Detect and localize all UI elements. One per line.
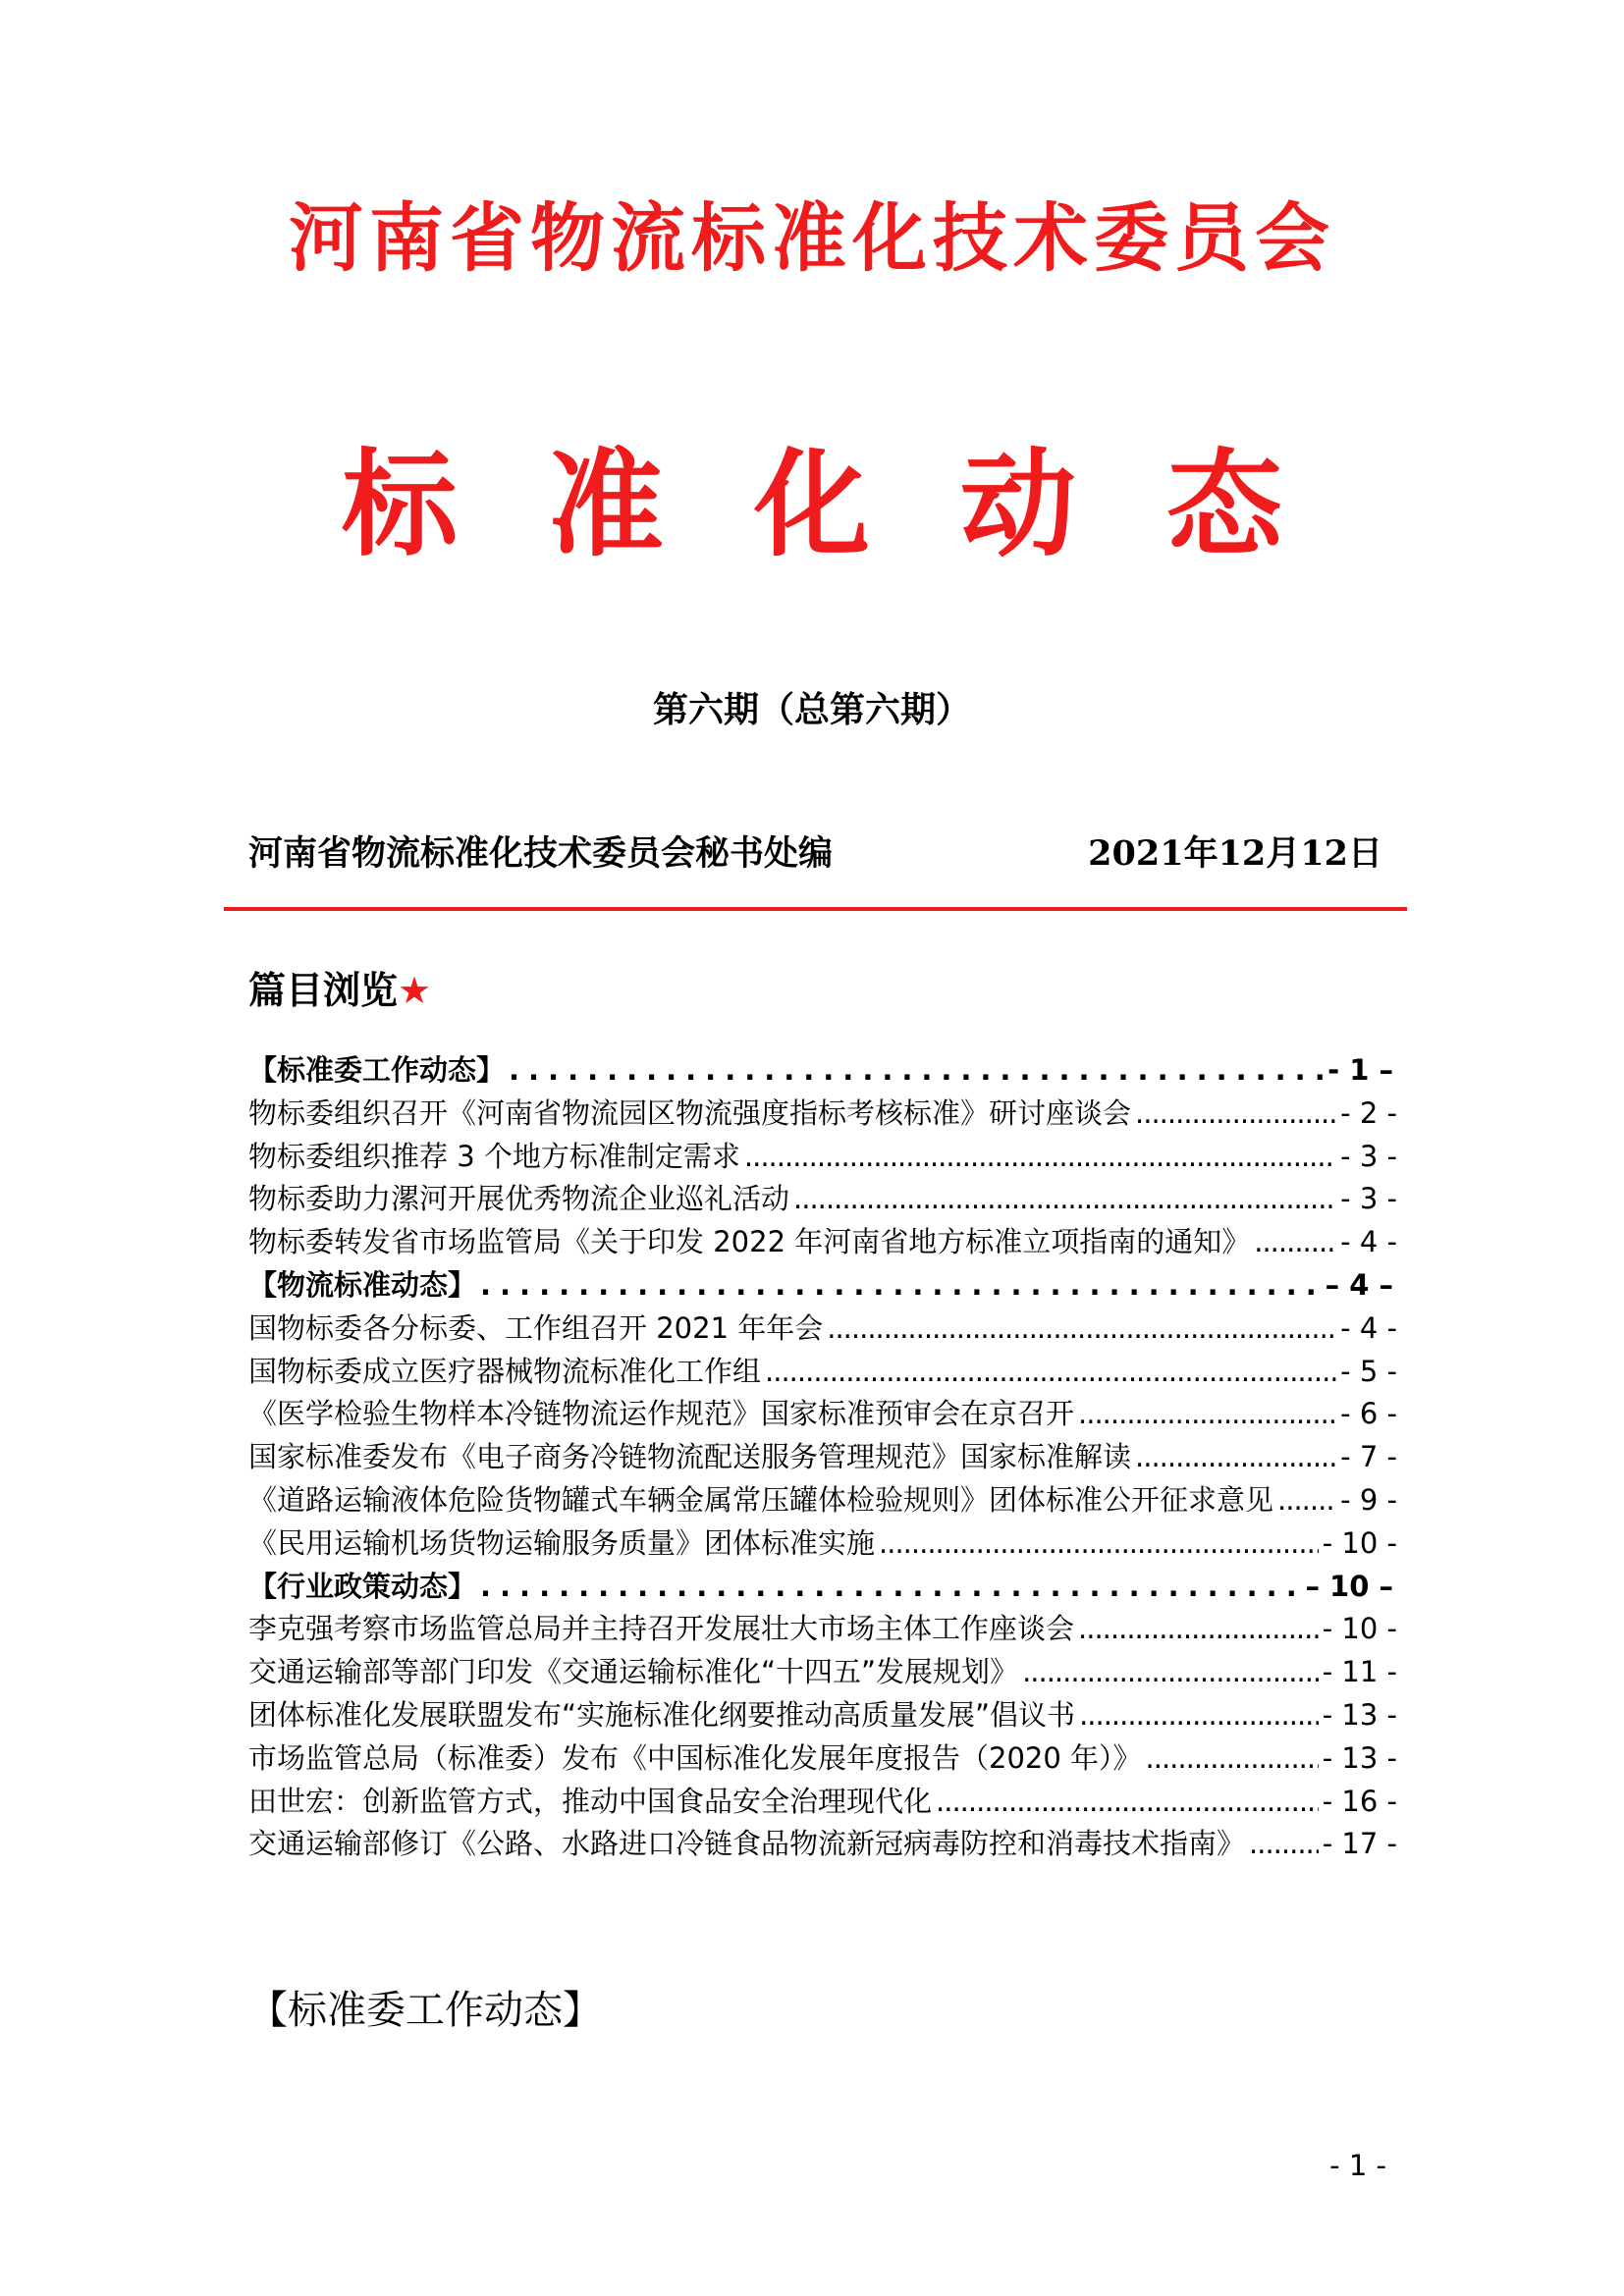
toc-page-number: - 7 - (1340, 1440, 1397, 1474)
toc-entry-row[interactable] (248, 1650, 1397, 1693)
toc-entry-row[interactable] (248, 1220, 1397, 1263)
toc-entry-title: 《道路运输液体危险货物罐式车辆金属常压罐体检验规则》团体标准公开征求意见 (248, 1482, 1274, 1517)
toc-entry-row[interactable] (248, 1736, 1397, 1780)
toc-page-number: - 13 - (1322, 1697, 1397, 1732)
toc-dot-leader (744, 1140, 1336, 1173)
toc-entry-row[interactable] (248, 1350, 1397, 1393)
toc-page-number: – 10 – (1305, 1569, 1393, 1603)
toc-dot-leader (1135, 1440, 1336, 1473)
toc-page-number: - 2 - (1340, 1095, 1397, 1130)
toc-section-row[interactable] (248, 1263, 1397, 1307)
toc-dot-leader (1277, 1483, 1336, 1517)
toc-page-number: - 9 - (1340, 1482, 1397, 1517)
toc-page-number: - 4 - (1340, 1225, 1397, 1259)
toc-entry-title: 国家标准委发布《电子商务冷链物流配送服务管理规范》国家标准解读 (248, 1440, 1132, 1474)
toc-entry-title: 国物标委成立医疗器械物流标准化工作组 (248, 1354, 762, 1388)
table-of-contents (248, 1048, 1397, 1865)
toc-entry-title: 《民用运输机场货物运输服务质量》团体标准实施 (248, 1525, 876, 1560)
toc-entry-title: 物标委组织推荐 3 个地方标准制定需求 (248, 1139, 740, 1173)
toc-entry-title: 国物标委各分标委、工作组召开 2021 年年会 (248, 1310, 824, 1345)
toc-dot-leader (1079, 1698, 1319, 1732)
toc-page-number: - 3 - (1340, 1182, 1397, 1216)
issue-number: 第六期（总第六期） (652, 689, 971, 730)
toc-dot-leader (1146, 1741, 1319, 1775)
toc-dot-leader (765, 1355, 1336, 1388)
toc-page-number: - 16 - (1322, 1784, 1397, 1818)
toc-entry-title: 物标委组织召开《河南省物流园区物流强度指标考核标准》研讨座谈会 (248, 1095, 1132, 1130)
toc-page-number: - 3 - (1340, 1139, 1397, 1173)
toc-section-title: 【物流标准动态】 (248, 1267, 477, 1302)
toc-entry-title: 交通运输部修订《公路、水路进口冷链食品物流新冠病毒防控和消毒技术指南》 (248, 1827, 1246, 1861)
toc-dot-leader (793, 1182, 1336, 1215)
organization-title: 河南省物流标准化技术委员会 (289, 194, 1335, 282)
toc-page-number: - 5 - (1340, 1354, 1397, 1388)
newsletter-title: 标准化动态 (341, 436, 1373, 572)
toc-page-number: - 6 - (1340, 1397, 1397, 1431)
toc-section-row[interactable] (248, 1048, 1397, 1092)
toc-dot-leader (480, 1570, 1301, 1603)
toc-dot-leader (879, 1526, 1319, 1560)
toc-entry-row[interactable] (248, 1822, 1397, 1865)
editor-label: 河南省物流标准化技术委员会秘书处编 (248, 833, 834, 874)
toc-dot-leader (1022, 1655, 1319, 1688)
toc-dot-leader (480, 1268, 1322, 1302)
publish-date: 2021年12月12日 (1088, 833, 1382, 874)
toc-page-number: - 11 - (1322, 1655, 1397, 1689)
toc-entry-title: 团体标准化发展联盟发布“实施标准化纲要推动高质量发展”倡议书 (248, 1697, 1076, 1732)
editor-date-row (248, 833, 1382, 874)
toc-dot-leader (1249, 1827, 1319, 1860)
toc-page-number: - 13 - (1322, 1740, 1397, 1775)
toc-entry-title: 物标委转发省市场监管局《关于印发 2022 年河南省地方标准立项指南的通知》 (248, 1225, 1251, 1259)
toc-page-number: - 1 – (1327, 1053, 1393, 1087)
toc-entry-row[interactable] (248, 1092, 1397, 1135)
red-divider (224, 907, 1407, 911)
toc-section-row[interactable] (248, 1565, 1397, 1608)
toc-section-title: 【标准委工作动态】 (248, 1053, 506, 1087)
toc-entry-title: 交通运输部等部门印发《交通运输标准化“十四五”发展规划》 (248, 1655, 1019, 1689)
toc-page-number: - 10 - (1322, 1525, 1397, 1560)
toc-entry-title: 《医学检验生物样本冷链物流运作规范》国家标准预审会在京召开 (248, 1397, 1075, 1431)
toc-heading-text: 篇目浏览 (248, 969, 399, 1012)
toc-dot-leader (509, 1053, 1324, 1087)
toc-page-number: - 17 - (1322, 1827, 1397, 1861)
page-number: - 1 - (1329, 2149, 1386, 2182)
toc-heading (248, 969, 432, 1012)
toc-dot-leader (1078, 1397, 1336, 1430)
toc-entry-row[interactable] (248, 1478, 1397, 1522)
toc-entry-row[interactable] (248, 1177, 1397, 1220)
toc-page-number: - 4 - (1340, 1310, 1397, 1345)
toc-dot-leader (827, 1311, 1336, 1345)
toc-entry-row[interactable] (248, 1780, 1397, 1823)
star-icon: ★ (398, 969, 432, 1012)
toc-entry-title: 物标委助力漯河开展优秀物流企业巡礼活动 (248, 1182, 790, 1216)
toc-dot-leader (1078, 1612, 1319, 1645)
toc-entry-title: 李克强考察市场监管总局并主持召开发展壮大市场主体工作座谈会 (248, 1612, 1075, 1646)
toc-entry-row[interactable] (248, 1522, 1397, 1565)
toc-entry-row[interactable] (248, 1307, 1397, 1350)
toc-entry-row[interactable] (248, 1607, 1397, 1650)
toc-dot-leader (1135, 1096, 1336, 1130)
toc-entry-row[interactable] (248, 1693, 1397, 1736)
toc-entry-row[interactable] (248, 1392, 1397, 1435)
toc-page-number: - 10 - (1322, 1612, 1397, 1646)
toc-page-number: – 4 – (1325, 1267, 1393, 1302)
section-heading: 【标准委工作动态】 (248, 1988, 602, 2033)
toc-entry-row[interactable] (248, 1135, 1397, 1178)
toc-section-title: 【行业政策动态】 (248, 1569, 477, 1603)
toc-entry-title: 市场监管总局（标准委）发布《中国标准化发展年度报告（2020 年）》 (248, 1740, 1142, 1775)
toc-dot-leader (1254, 1225, 1336, 1258)
toc-dot-leader (936, 1785, 1319, 1818)
toc-entry-row[interactable] (248, 1435, 1397, 1478)
toc-entry-title: 田世宏：创新监管方式，推动中国食品安全治理现代化 (248, 1784, 933, 1818)
